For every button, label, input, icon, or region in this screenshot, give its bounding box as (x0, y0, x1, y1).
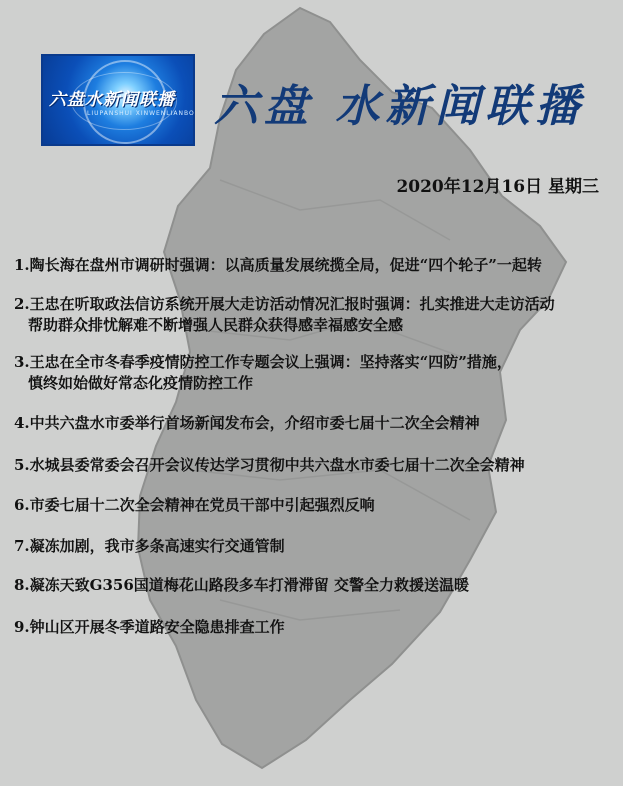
news-item-line: 9.钟山区开展冬季道路安全隐患排查工作 (14, 618, 285, 636)
logo-text: 六盘水新闻联播 (49, 90, 175, 110)
news-item-line: 2.王忠在听取政法信访系统开展大走访活动情况汇报时强调：扎实推进大走访活动 (14, 295, 555, 313)
news-item-7 (14, 536, 614, 557)
program-title: 六盘 水新闻联播 (214, 81, 586, 132)
broadcast-date: 2020年12月16日 星期三 (396, 177, 599, 197)
news-item-line: 5.水城县委常委会召开会议传达学习贯彻中共六盘水市委七届十二次全会精神 (14, 456, 525, 474)
news-program-logo (41, 54, 195, 146)
logo-subtext: LIUPANSHUI XINWENLIANBO (87, 110, 195, 117)
news-item-line: 3.王忠在全市冬春季疫情防控工作专题会议上强调：坚持落实“四防”措施， (14, 353, 512, 371)
news-item-2 (14, 294, 614, 336)
news-item-line: 8.凝冻天致G356国道梅花山路段多车打滑滞留 交警全力救援送温暖 (14, 576, 470, 594)
news-item-8 (14, 575, 614, 596)
news-item-line: 6.市委七届十二次全会精神在党员干部中引起强烈反响 (14, 496, 375, 514)
news-item-1 (14, 255, 614, 276)
news-item-3 (14, 352, 614, 394)
news-item-9 (14, 617, 614, 638)
news-item-4 (14, 413, 614, 434)
news-item-line: 7.凝冻加剧，我市多条高速实行交通管制 (14, 537, 285, 555)
news-item-line: 帮助群众排忧解难不断增强人民群众获得感幸福感安全感 (28, 316, 404, 334)
news-item-line: 4.中共六盘水市委举行首场新闻发布会，介绍市委七届十二次全会精神 (14, 414, 480, 432)
news-item-line: 1.陶长海在盘州市调研时强调：以高质量发展统揽全局，促进“四个轮子”一起转 (14, 256, 542, 274)
news-item-6 (14, 495, 614, 516)
news-item-line: 慎终如始做好常态化疫情防控工作 (28, 374, 254, 392)
news-item-5 (14, 455, 614, 476)
